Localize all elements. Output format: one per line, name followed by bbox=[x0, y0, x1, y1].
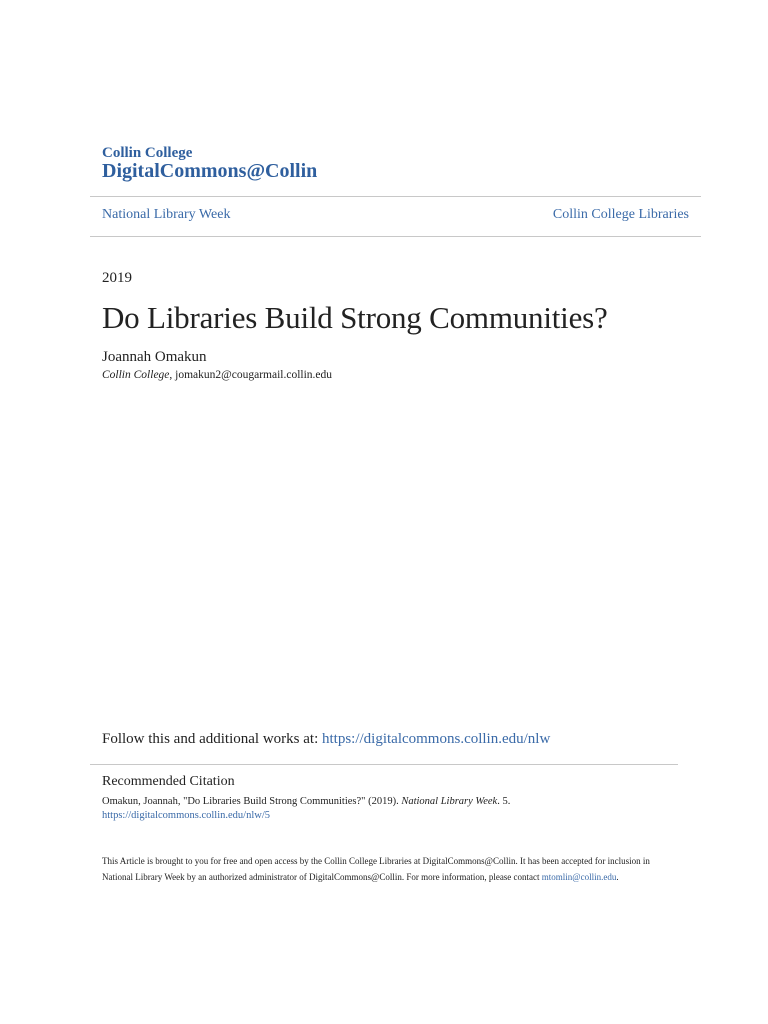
author-name: Joannah Omakun bbox=[102, 349, 207, 365]
author-affiliation bbox=[102, 369, 332, 381]
affiliation-institution: Collin College bbox=[102, 369, 170, 381]
access-notice-end: . bbox=[616, 872, 619, 882]
institution-name: Collin College bbox=[102, 145, 193, 161]
citation-divider bbox=[90, 764, 678, 765]
citation-text-start: Omakun, Joannah, "Do Libraries Build Strong Communities?" (2019). bbox=[102, 796, 402, 807]
department-link[interactable]: Collin College Libraries bbox=[552, 207, 689, 222]
author-email: , jomakun2@cougarmail.collin.edu bbox=[169, 369, 333, 381]
article-title: Do Libraries Build Strong Communities? bbox=[102, 300, 608, 335]
top-divider bbox=[90, 196, 701, 197]
citation-link[interactable]: https://digitalcommons.collin.edu/nlw/5 bbox=[102, 810, 270, 821]
follow-line bbox=[102, 731, 550, 748]
follow-label: Follow this and additional works at: bbox=[102, 731, 322, 747]
series-link[interactable]: National Library Week bbox=[102, 207, 231, 222]
publication-year: 2019 bbox=[102, 270, 132, 286]
access-notice-line1: This Article is brought to you for free and open access by the Collin College Libraries at DigitalCommons@Collin. It has been accepted for inclusion in bbox=[102, 856, 650, 866]
access-notice-text: National Library Week by an authorized administrator of DigitalCommons@Collin. For more information, please contact bbox=[102, 872, 542, 882]
citation-text bbox=[102, 796, 510, 807]
citation-heading: Recommended Citation bbox=[102, 774, 235, 789]
citation-text-end: . 5. bbox=[497, 796, 511, 807]
contact-email-link[interactable]: mtomlin@collin.edu bbox=[541, 872, 617, 882]
repository-link[interactable]: DigitalCommons@Collin bbox=[102, 160, 318, 182]
collection-link[interactable]: https://digitalcommons.collin.edu/nlw bbox=[321, 731, 551, 747]
access-notice-line2 bbox=[102, 872, 619, 882]
nav-divider bbox=[90, 236, 701, 237]
citation-journal: National Library Week bbox=[401, 796, 498, 807]
